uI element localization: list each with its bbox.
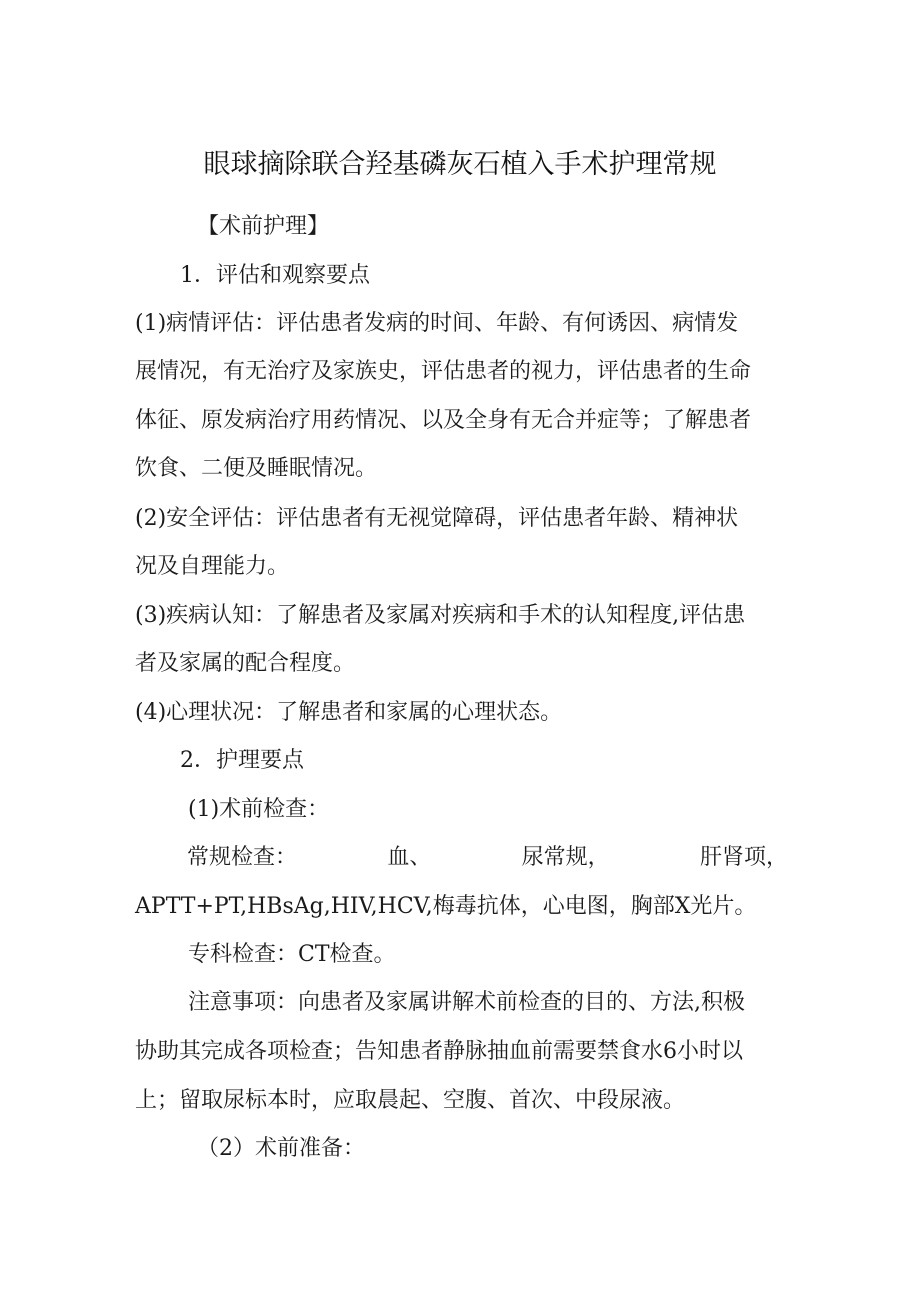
item-heading-1: 1．评估和观察要点 (180, 263, 370, 288)
paragraph-line: (4)心理状况：了解患者和家属的心理状态。 (135, 700, 563, 725)
routine-exam-item: 尿常规， (521, 845, 610, 870)
paragraph-line: (2)安全评估：评估患者有无视觉障碍，评估患者年龄、精神状 (135, 506, 739, 531)
paragraph-line: 展情况，有无治疗及家族史，评估患者的视力，评估患者的生命 (135, 359, 752, 384)
item-heading-2: 2．护理要点 (180, 748, 304, 773)
paragraph-line: 上；留取尿标本时，应取晨起、空腹、首次、中段尿液。 (135, 1088, 686, 1113)
paragraph-line: APTT+PT,HBsAg,HIV,HCV,梅毒抗体，心电图，胸部X光片。 (135, 894, 757, 919)
routine-exam-item: 肝肾项， (699, 845, 788, 870)
paragraph-line: (3)疾病认知：了解患者及家属对疾病和手术的认知程度,评估患 (135, 603, 746, 628)
routine-exam-label: 常规检查： (187, 845, 298, 870)
paragraph-line: 饮食、二便及睡眠情况。 (135, 456, 378, 481)
subheading-preop-prep: （2）术前准备： (197, 1136, 365, 1161)
subheading-preop-exam: (1)术前检查： (188, 797, 330, 822)
paragraph-line: 注意事项：向患者及家属讲解术前检查的目的、方法,积极 (188, 990, 745, 1015)
routine-exam-item: 血、 (387, 845, 432, 870)
paragraph-line: 专科检查：CT检查。 (188, 942, 396, 967)
paragraph-line: (1)病情评估：评估患者发病的时间、年龄、有何诱因、病情发 (135, 311, 739, 336)
document-title: 眼球摘除联合羟基磷灰石植入手术护理常规 (203, 149, 717, 180)
paragraph-line: 体征、原发病治疗用药情况、以及全身有无合并症等；了解患者 (135, 408, 752, 433)
section-heading-preop: 【术前护理】 (197, 214, 330, 239)
paragraph-line: 协助其完成各项检查；告知患者静脉抽血前需要禁食水6小时以 (135, 1039, 743, 1064)
paragraph-line: 况及自理能力。 (135, 554, 290, 579)
paragraph-line: 者及家属的配合程度。 (135, 651, 356, 676)
routine-exam-line (135, 842, 788, 874)
